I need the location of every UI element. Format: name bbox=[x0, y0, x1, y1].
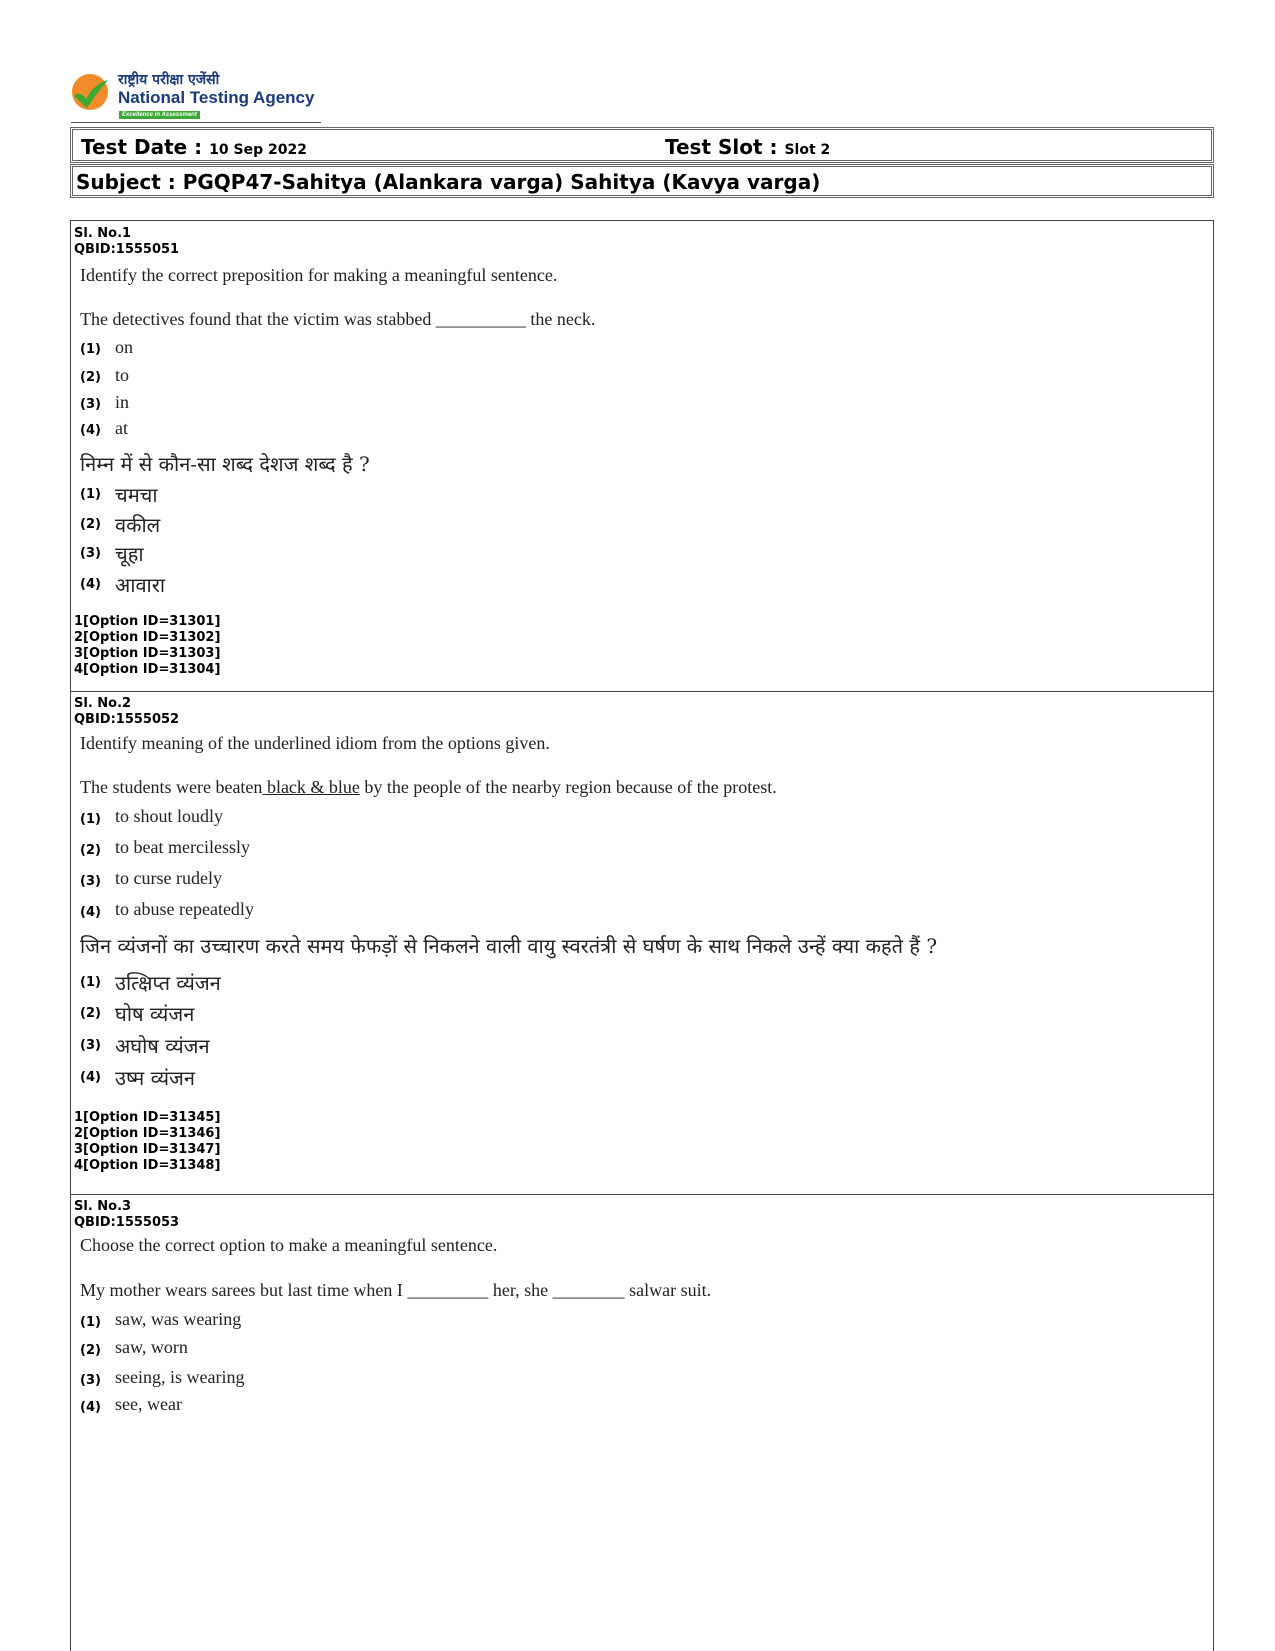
sentence-part: by the people of the nearby region because of the protest. bbox=[359, 777, 777, 797]
question-block bbox=[74, 226, 179, 258]
underlined-idiom: black & blue bbox=[262, 777, 360, 797]
option-id: 4[Option ID=31348] bbox=[74, 1158, 221, 1173]
question-sentence: My mother wears sarees but last time when I _________ her, she ________ salwar suit. bbox=[80, 1280, 712, 1300]
option-number: (4) bbox=[80, 905, 101, 920]
hindi-option-text: उष्म व्यंजन bbox=[115, 1066, 195, 1090]
option-number: (1) bbox=[80, 975, 101, 990]
option-id: 2[Option ID=31346] bbox=[74, 1126, 221, 1141]
question-divider bbox=[70, 1194, 1214, 1195]
option-id: 3[Option ID=31303] bbox=[74, 646, 221, 661]
option-ids bbox=[74, 1110, 220, 1174]
subject-box bbox=[70, 164, 1214, 198]
agency-tagline: Excellence in Assessment bbox=[119, 111, 200, 119]
option-text: to bbox=[115, 365, 130, 385]
hindi-option-text: उत्क्षिप्त व्यंजन bbox=[115, 971, 221, 995]
option-text: saw, was wearing bbox=[115, 1309, 242, 1329]
test-info-box bbox=[70, 127, 1214, 163]
option-number: (3) bbox=[80, 874, 101, 889]
test-date-value: 10 Sep 2022 bbox=[209, 142, 307, 158]
question-sentence: The detectives found that the victim was stabbed __________ the neck. bbox=[80, 309, 596, 329]
question-divider bbox=[70, 691, 1214, 692]
option-text: to curse rudely bbox=[115, 868, 222, 888]
serial-number: Sl. No.2 bbox=[74, 696, 132, 711]
question-instruction: Choose the correct option to make a meaningful sentence. bbox=[80, 1235, 498, 1255]
option-id: 1[Option ID=31301] bbox=[74, 614, 221, 629]
hindi-option-text: अघोष व्यंजन bbox=[115, 1034, 210, 1058]
subject-title: Subject : PGQP47-Sahitya (Alankara varga) Sahitya (Kavya varga) bbox=[76, 170, 821, 194]
hindi-option-text: घोष व्यंजन bbox=[115, 1002, 195, 1026]
qbid: QBID:1555051 bbox=[74, 242, 180, 257]
hindi-option-text: आवारा bbox=[115, 573, 166, 597]
test-date bbox=[81, 135, 307, 159]
hindi-question: निम्न में से कौन-सा शब्द देशज शब्द है ? bbox=[80, 452, 370, 476]
option-id: 3[Option ID=31347] bbox=[74, 1142, 221, 1157]
qbid: QBID:1555053 bbox=[74, 1215, 180, 1230]
test-slot bbox=[665, 135, 830, 159]
option-text: saw, worn bbox=[115, 1337, 188, 1357]
option-number: (3) bbox=[80, 1373, 101, 1388]
test-slot-value: Slot 2 bbox=[784, 142, 831, 158]
logo-divider bbox=[71, 122, 321, 123]
option-number: (2) bbox=[80, 517, 101, 532]
serial-number: Sl. No.1 bbox=[74, 226, 132, 241]
question-sentence bbox=[80, 777, 777, 798]
hindi-option-text: वकील bbox=[115, 513, 161, 537]
option-number: (2) bbox=[80, 843, 101, 858]
option-text: to beat mercilessly bbox=[115, 837, 250, 857]
nta-check-icon bbox=[70, 72, 110, 112]
nta-logo bbox=[70, 70, 330, 122]
option-text: seeing, is wearing bbox=[115, 1367, 245, 1387]
option-number: (1) bbox=[80, 812, 101, 827]
sentence-part: The students were beaten bbox=[80, 777, 263, 797]
option-number: (3) bbox=[80, 397, 101, 412]
serial-number: Sl. No.3 bbox=[74, 1199, 132, 1214]
option-text: see, wear bbox=[115, 1394, 182, 1414]
option-number: (1) bbox=[80, 487, 101, 502]
hindi-option-text: चूहा bbox=[115, 542, 144, 566]
option-text: at bbox=[115, 418, 128, 438]
option-id: 1[Option ID=31345] bbox=[74, 1110, 221, 1125]
test-slot-label: Test Slot : bbox=[665, 135, 778, 159]
question-block bbox=[74, 696, 179, 728]
option-ids bbox=[74, 614, 220, 678]
option-number: (4) bbox=[80, 1400, 101, 1415]
option-text: to shout loudly bbox=[115, 806, 224, 826]
option-number: (1) bbox=[80, 342, 101, 357]
question-block bbox=[74, 1199, 179, 1231]
option-number: (2) bbox=[80, 1343, 101, 1358]
option-number: (3) bbox=[80, 1038, 101, 1053]
option-number: (2) bbox=[80, 370, 101, 385]
qbid: QBID:1555052 bbox=[74, 712, 180, 727]
agency-hindi-name: राष्ट्रीय परीक्षा एजेंसी bbox=[118, 72, 220, 88]
option-number: (4) bbox=[80, 1070, 101, 1085]
option-number: (4) bbox=[80, 577, 101, 592]
hindi-option-text: चमचा bbox=[115, 483, 158, 507]
option-number: (1) bbox=[80, 1315, 101, 1330]
question-instruction: Identify meaning of the underlined idiom from the options given. bbox=[80, 733, 550, 753]
option-text: to abuse repeatedly bbox=[115, 899, 254, 919]
hindi-question: जिन व्यंजनों का उच्चारण करते समय फेफड़ों से निकलने वाली वायु स्वरतंत्री से घर्षण के साथ निकले उन्हें क्या कहते हैं ? bbox=[80, 934, 938, 958]
option-number: (2) bbox=[80, 1006, 101, 1021]
option-text: on bbox=[115, 337, 133, 357]
option-id: 2[Option ID=31302] bbox=[74, 630, 221, 645]
agency-name: National Testing Agency bbox=[118, 88, 315, 107]
option-id: 4[Option ID=31304] bbox=[74, 662, 221, 677]
question-instruction: Identify the correct preposition for making a meaningful sentence. bbox=[80, 265, 558, 285]
option-number: (3) bbox=[80, 546, 101, 561]
test-date-label: Test Date : bbox=[81, 135, 203, 159]
option-number: (4) bbox=[80, 423, 101, 438]
option-text: in bbox=[115, 392, 130, 412]
